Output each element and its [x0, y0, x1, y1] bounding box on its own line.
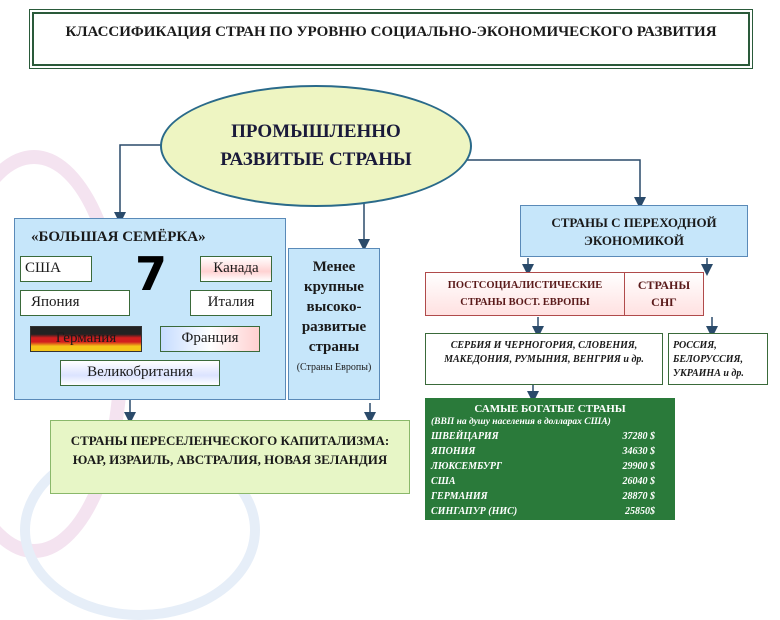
g7-country-germany: Германия — [30, 326, 142, 352]
transition-economies-box — [520, 205, 748, 257]
cis-list: РОССИЯ, БЕЛОРУССИЯ, УКРАИНА и др. — [673, 340, 744, 379]
richest-country: СИНГАПУР (НИС) — [431, 506, 518, 517]
richest-row — [431, 474, 669, 489]
richest-row — [431, 489, 669, 504]
cis-box — [624, 272, 704, 316]
richest-countries-box — [425, 398, 675, 520]
richest-row — [431, 459, 669, 474]
east-europe-list-box — [425, 333, 663, 385]
richest-country: ЛЮКСЕМБУРГ — [431, 461, 503, 472]
richest-gdp-value: 28870 $ — [622, 491, 655, 502]
richest-country: ЯПОНИЯ — [431, 446, 476, 457]
richest-country: ШВЕЙЦАРИЯ — [431, 431, 499, 442]
richest-row — [431, 444, 669, 459]
post-socialist-box — [425, 272, 625, 316]
seven-emblem: 7 — [134, 247, 167, 301]
richest-row — [431, 429, 669, 444]
richest-country: США — [431, 476, 456, 487]
richest-gdp-value: 34630 $ — [622, 446, 655, 457]
settler-capitalism-box — [50, 420, 410, 494]
smaller-developed-box — [288, 248, 380, 400]
post-socialist-label: ПОСТСОЦИАЛИСТИЧЕСКИЕ СТРАНЫ ВОСТ. ЕВРОПЫ — [447, 280, 603, 308]
east-europe-list: СЕРБИЯ И ЧЕРНОГОРИЯ, СЛОВЕНИЯ, МАКЕДОНИЯ, РУМЫНИЯ, ВЕНГРИЯ и др. — [444, 340, 644, 365]
developed-countries-node — [160, 85, 472, 207]
smaller-developed-label: Менее крупные высоко-развитые страны — [301, 259, 367, 355]
richest-list — [431, 429, 669, 519]
g7-country-france: Франция — [160, 326, 260, 352]
richest-title: САМЫЕ БОГАТЫЕ СТРАНЫ — [474, 403, 626, 415]
cis-list-box — [668, 333, 768, 385]
g7-country-japan: Япония — [20, 290, 130, 316]
g7-country-usa: США — [20, 256, 92, 282]
g7-country-uk: Великобритания — [60, 360, 220, 386]
g7-country-italy: Италия — [190, 290, 272, 316]
settler-capitalism-label: СТРАНЫ ПЕРЕСЕЛЕНЧЕСКОГО КАПИТАЛИЗМА: ЮАР, ИЗРАИЛЬ, АВСТРАЛИЯ, НОВАЯ ЗЕЛАНДИЯ — [70, 433, 390, 467]
cis-label: СТРАНЫ СНГ — [637, 278, 691, 309]
page-title: КЛАССИФИКАЦИЯ СТРАН ПО УРОВНЮ СОЦИАЛЬНО-ЭКОНОМИЧЕСКОГО РАЗВИТИЯ — [32, 12, 750, 66]
richest-gdp-value: 25850$ — [625, 506, 655, 517]
transition-economies-label: СТРАНЫ С ПЕРЕХОДНОЙ ЭКОНОМИКОЙ — [551, 215, 717, 248]
richest-row — [431, 504, 669, 519]
developed-countries-label: ПРОМЫШЛЕННО РАЗВИТЫЕ СТРАНЫ — [220, 121, 412, 170]
richest-subtitle: (ВВП на душу населения в долларах США) — [431, 417, 611, 427]
richest-country: ГЕРМАНИЯ — [431, 491, 488, 502]
richest-gdp-value: 29900 $ — [622, 461, 655, 472]
g7-country-canada: Канада — [200, 256, 272, 282]
richest-gdp-value: 37280 $ — [622, 431, 655, 442]
g7-label: «БОЛЬШАЯ СЕМЁРКА» — [31, 229, 206, 245]
richest-gdp-value: 26040 $ — [622, 476, 655, 487]
smaller-developed-note: (Страны Европы) — [296, 362, 372, 373]
